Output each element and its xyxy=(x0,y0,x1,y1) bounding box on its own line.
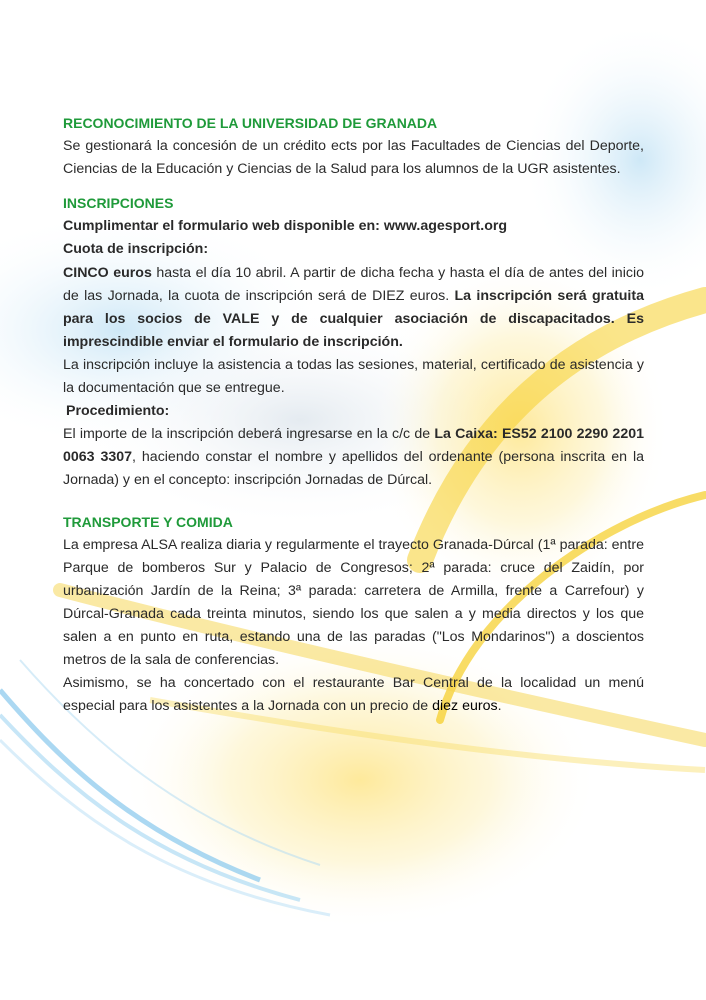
recognition-text: Se gestionará la concesión de un crédito ects por las Facultades de Ciencias del Deporte, Ciencias de la Educación y Ciencias de la Salud para los alumnos de la UGR asistentes. xyxy=(63,138,644,178)
recognition-heading: RECONOCIMIENTO DE LA UNIVERSIDAD DE GRANADA xyxy=(63,115,438,131)
registration-form-line: Cumplimentar el formulario web disponible en: www.agesport.org xyxy=(63,218,508,235)
transport-meal-paragraph xyxy=(63,672,644,718)
procedure-paragraph xyxy=(63,423,644,492)
transport-bus-text: La empresa ALSA realiza diaria y regularmente el trayecto Granada-Dúrcal (1ª parada: entre Parque de bomberos Sur y Palacio de Congresos; 2ª parada: cruce del Zaidín, por urbanización Jardín de la Reina; 3ª parada: carretera de Armilla, frente a Carrefour) y Dúrcal-Granada cada treinta minutos, siendo los que salen a y media directos y los que salen a en punto en ruta, estando una de las paradas ("Los Mondarinos") a doscientos metros de la sala de conferencias. xyxy=(63,536,644,669)
recognition-section xyxy=(63,112,644,181)
meal-text: Asimismo, se ha concertado con el restaurante Bar Central de la localidad un menú especial para los asistentes a la Jornada con un precio de xyxy=(63,675,644,715)
procedure-text-2: , haciendo constar el nombre y apellidos del ordenante (persona inscrita en la Jornada) y en el concepto: inscripción Jornadas de Dúrcal. xyxy=(63,449,644,489)
fee-label: Cuota de inscripción: xyxy=(63,241,209,258)
meal-text-end: . xyxy=(497,698,502,715)
registration-section xyxy=(63,192,644,492)
fee-paragraph xyxy=(63,262,644,354)
fee-text: hasta el día 10 abril. A partir de dicha fecha y hasta el día de antes del inicio de las Jornada, la cuota de inscripción será de DIEZ euros. xyxy=(63,264,644,304)
registration-includes: La inscripción incluye la asistencia a todas las sesiones, material, certificado de asistencia y la documentación que se entregue. xyxy=(63,356,644,397)
bank-account: La Caixa: ES52 2100 2290 2201 0063 3307 xyxy=(63,426,644,466)
fee-free-notice: La inscripción será gratuita para los socios de VALE y de cualquier asociación de discapacitados. Es imprescindible enviar el formulario de inscripción. xyxy=(63,287,644,350)
document-body xyxy=(63,112,644,729)
procedure-text-1: El importe de la inscripción deberá ingresarse en la c/c de xyxy=(63,426,435,443)
transport-section xyxy=(63,511,644,719)
registration-heading: INSCRIPCIONES xyxy=(63,195,174,212)
fee-amount: CINCO euros xyxy=(63,264,152,281)
meal-price: diez euros xyxy=(432,698,498,715)
transport-heading: TRANSPORTE Y COMIDA xyxy=(63,513,233,530)
procedure-label: Procedimiento: xyxy=(66,403,170,420)
